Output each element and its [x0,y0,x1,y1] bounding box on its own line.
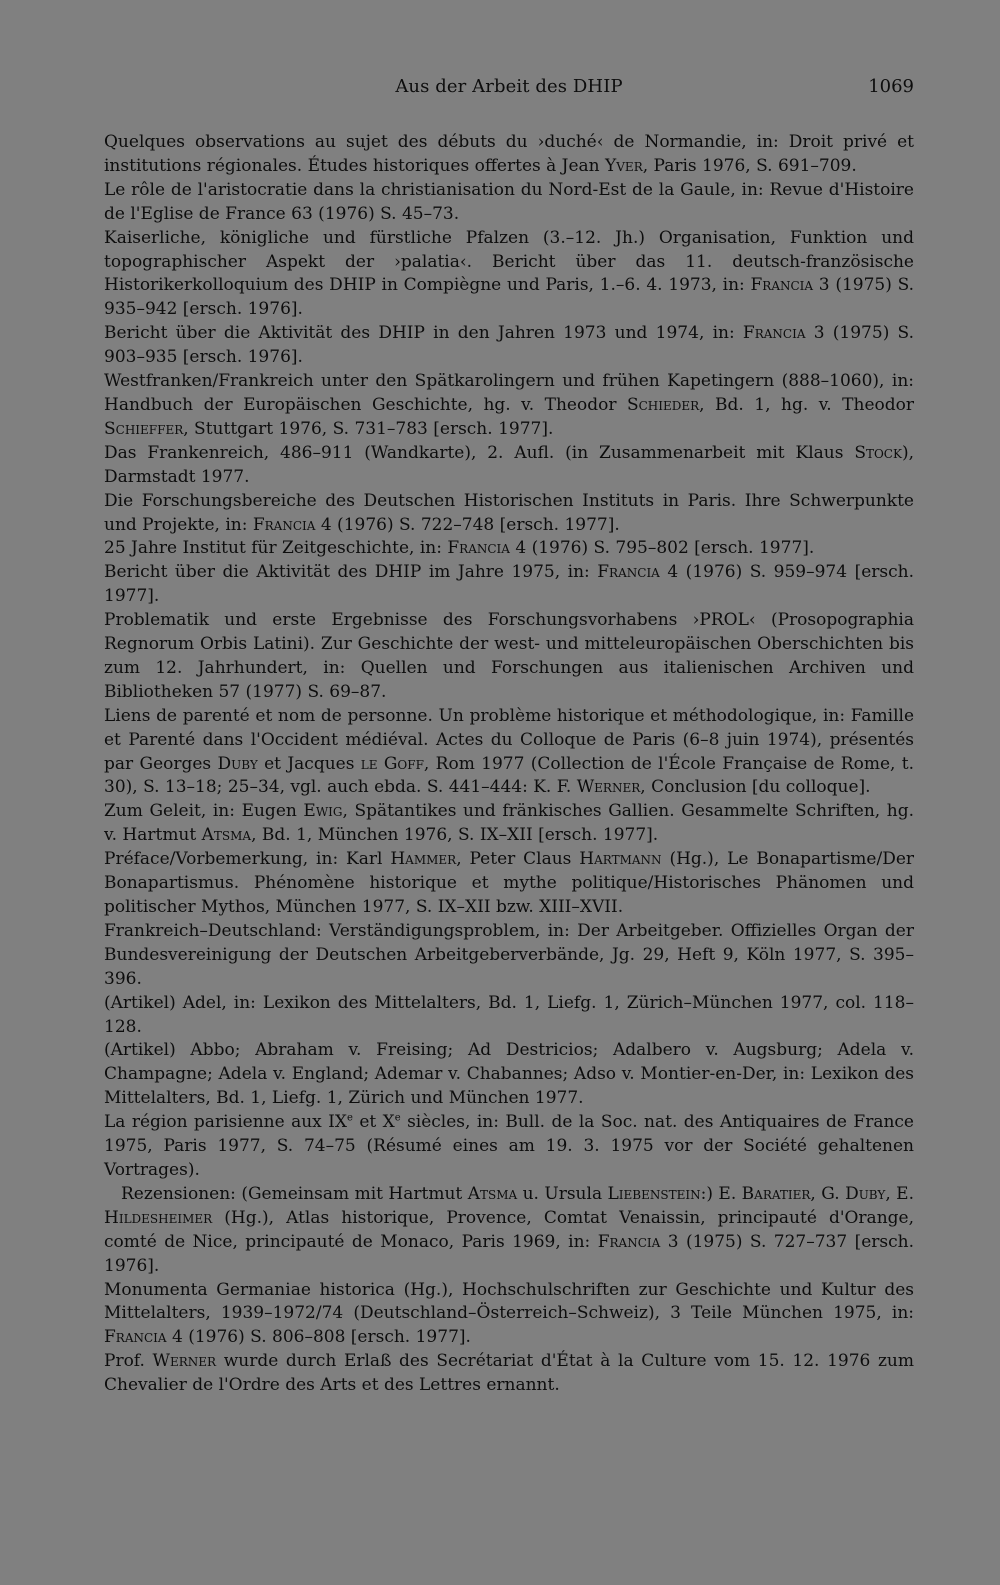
superscript: e [347,1112,353,1124]
bibliography-entry [104,705,914,801]
author-name: Atsma [201,825,252,846]
author-name: Francia [597,1231,661,1252]
entry-text: , Paris 1976, S. 691–709. [642,155,857,176]
entry-text: Zum Geleit, in: Eugen [104,801,304,822]
bibliography-entry [104,992,914,1040]
author-name: Werner [152,1351,217,1372]
entry-text: u. Ursula [517,1183,608,1204]
entry-text: (Hg.), Atlas historique, Provence, Comtat Venaissin, principauté d'Orange, comté de Nice, principauté de Monaco, Paris 1969, in: [104,1207,914,1252]
bibliography-entry [104,1111,914,1183]
entry-text: Prof. [104,1351,153,1372]
entry-text: Quelques observations au sujet des débuts du ›duché‹ de Normandie, in: Droit privé et institutions régionales. Études historiques offertes à Jean [104,132,914,176]
author-name: Schieffer [104,418,184,439]
bibliography-entry [104,609,914,705]
entry-text: , Stuttgart 1976, S. 731–783 [ersch. 1977]. [183,418,554,439]
entry-text: , Peter Claus [456,849,580,870]
entry-text: wurde durch Erlaß des Secrétariat d'État à la Culture vom 15. 12. 1976 zum Chevalier de l'Ordre des Arts et des Lettres ernannt. [104,1351,914,1396]
page-number: 1069 [868,76,914,97]
bibliography-entry [104,1039,914,1111]
entry-text: (Artikel) Adel, in: Lexikon des Mittelalters, Bd. 1, Liefg. 1, Zürich–München 1977, col. 118–128. [104,992,914,1037]
entry-text: , G. [810,1183,846,1204]
superscript: e [394,1112,401,1124]
entry-text: 4 (1976) S. 722–748 [ersch. 1977]. [315,514,620,535]
entry-text: 3 (1975) S. 727–737 [ersch. 1976]. [104,1231,914,1276]
entry-text: , Conclusion [du colloque]. [640,777,871,798]
entry-text: Préface/Vorbemerkung, in: Karl [104,849,391,870]
entry-text: siècles, in: Bull. de la Soc. nat. des Antiquaires de France 1975, Paris 1977, S. 74–75 (Résumé eines am 19. 3. 1975 vor der Société gehaltenen Vortrages). [104,1112,914,1180]
entry-text: 4 (1976) S. 795–802 [ersch. 1977]. [509,538,815,559]
bibliography-list [104,131,914,1398]
entry-text: 4 (1976) S. 959–974 [ersch. 1977]. [104,562,914,607]
bibliography-entry [104,1279,914,1351]
entry-text: Monumenta Germaniae historica (Hg.), Hochschulschriften zur Geschichte und Kultur des Mittelalters, 1939–1972/74 (Deutschland–Österreich–Schweiz), 3 Teile München 1975, in: [104,1279,914,1324]
author-name: Francia [104,1327,167,1348]
entry-text: Die Forschungsbereiche des Deutschen Historischen Instituts in Paris. Ihre Schwerpunkte und Projekte, in: [104,490,914,535]
entry-text: Das Frankenreich, 486–911 (Wandkarte), 2. Aufl. (in Zusammenarbeit mit Klaus [104,442,855,463]
entry-text: Frankreich–Deutschland: Verständigungsproblem, in: Der Arbeitgeber. Offizielles Organ der Bundesvereinigung der Deutschen Arbeitgeberverbände, Jg. 29, Heft 9, Köln 1977, S. 395–396. [104,920,914,989]
bibliography-entry [104,561,914,609]
author-name: Yver [605,155,643,176]
bibliography-entry [104,442,914,490]
author-name: Francia [750,275,814,296]
entry-text: et Jacques [257,753,361,774]
bibliography-entry [104,131,914,179]
entry-text: (Hg.), Le Bonapartisme/Der Bonapartismus. Phénomène historique et mythe politique/Historisches Phänomen und politischer Mythos, München 1977, S. IX–XII bzw. XIII–XVII. [104,849,915,917]
bibliography-entry [104,848,914,920]
author-name: Hammer [390,849,457,870]
author-name: le Goff [360,753,424,774]
entry-text: Rezensionen: (Gemeinsam mit Hartmut [121,1183,468,1204]
entry-text: La région parisienne aux IX [104,1112,347,1133]
bibliography-entry [104,537,914,561]
entry-text: Kaiserliche, königliche und fürstliche Pfalzen (3.–12. Jh.) Organisation, Funktion und topographischer Aspekt der ›palatia‹. Bericht über das 11. deutsch-französische Historikerkolloquium des DHIP in Compiègne und Paris, 1.–6. 4. 1973, in: [104,227,914,296]
entry-text: , Rom 1977 (Collection de l'École Française de Rome, t. 30), S. 13–18; 25–34, vgl. auch ebda. S. 441–444: K. F. [104,753,914,798]
entry-text: , Bd. 1, München 1976, S. IX–XII [ersch. 1977]. [251,825,659,846]
bibliography-entry [104,800,914,848]
entry-text: 4 (1976) S. 806–808 [ersch. 1977]. [166,1327,471,1348]
entry-text: , Spätantikes und fränkisches Gallien. Gesammelte Schriften, hg. v. Hartmut [104,801,914,846]
entry-text: Westfranken/Frankreich unter den Spätkarolingern und frühen Kapetingern (888–1060), in: Handbuch der Europäischen Geschichte, hg. v. Theodor [104,371,914,415]
bibliography-entry [104,322,914,370]
author-name: Francia [252,514,316,535]
entry-text: , E. [885,1183,914,1204]
entry-text: 25 Jahre Institut für Zeitgeschichte, in: [104,538,448,559]
author-name: Schieder [626,394,700,415]
bibliography-entry [104,920,914,992]
entry-text: Liens de parenté et nom de personne. Un problème historique et méthodologique, in: Famille et Parenté dans l'Occident médiéval. Actes du Colloque de Paris (6–8 juin 1974), présentés par Georges [104,705,914,774]
author-name: Hildesheimer [104,1207,213,1228]
author-name: Duby [845,1183,886,1204]
author-name: Stock [854,442,902,463]
entry-text: :) E. [700,1183,742,1204]
running-title: Aus der Arbeit des DHIP [395,76,623,97]
bibliography-entry [104,490,914,538]
bibliography-entry [104,227,914,323]
entry-text: 3 (1975) S. 935–942 [ersch. 1976]. [104,275,915,320]
entry-text: et X [352,1112,395,1133]
author-name: Francia [447,538,510,559]
author-name: Werner [576,777,641,798]
author-name: Duby [217,753,258,774]
author-name: Francia [742,323,806,344]
author-name: Atsma [467,1183,518,1204]
bibliography-entry [104,179,914,227]
entry-text: (Artikel) Abbo; Abraham v. Freising; Ad Destricios; Adalbero v. Augsburg; Adela v. Champagne; Adela v. England; Ademar v. Chabannes; Adso v. Montier-en-Der, in: Lexikon des Mittelalters, Bd. 1, Liefg. 1, Zürich und München 1977. [104,1040,914,1109]
entry-text: ), Darmstadt 1977. [104,442,914,487]
bibliography-entry [104,1350,914,1398]
entry-text: Problematik und erste Ergebnisse des Forschungsvorhabens ›PROL‹ (Prosopographia Regnorum Orbis Latini). Zur Geschichte der west- und mitteleuropäischen Oberschichten bis zum 12. Jahrhundert, in: Quellen und Forschungen aus italienischen Archiven und Bibliotheken 57 (1977) S. 69–87. [104,610,914,702]
entry-text: Bericht über die Aktivität des DHIP im Jahre 1975, in: [104,562,598,583]
bibliography-entry [104,1183,914,1279]
author-name: Baratier [741,1183,811,1204]
page-header [104,76,914,106]
author-name: Ewig [303,801,343,822]
author-name: Liebenstein [607,1183,701,1204]
author-name: Hartmann [579,849,662,870]
entry-text: Bericht über die Aktivität des DHIP in den Jahren 1973 und 1974, in: [104,323,743,344]
author-name: Francia [597,562,660,583]
bibliography-entry [104,370,914,442]
entry-text: 3 (1975) S. 903–935 [ersch. 1976]. [104,323,914,368]
entry-text: , Bd. 1, hg. v. Theodor [699,394,914,415]
entry-text: Le rôle de l'aristocratie dans la christianisation du Nord-Est de la Gaule, in: Revue d'Histoire de l'Eglise de France 63 (1976) S. 45–73. [104,179,914,224]
